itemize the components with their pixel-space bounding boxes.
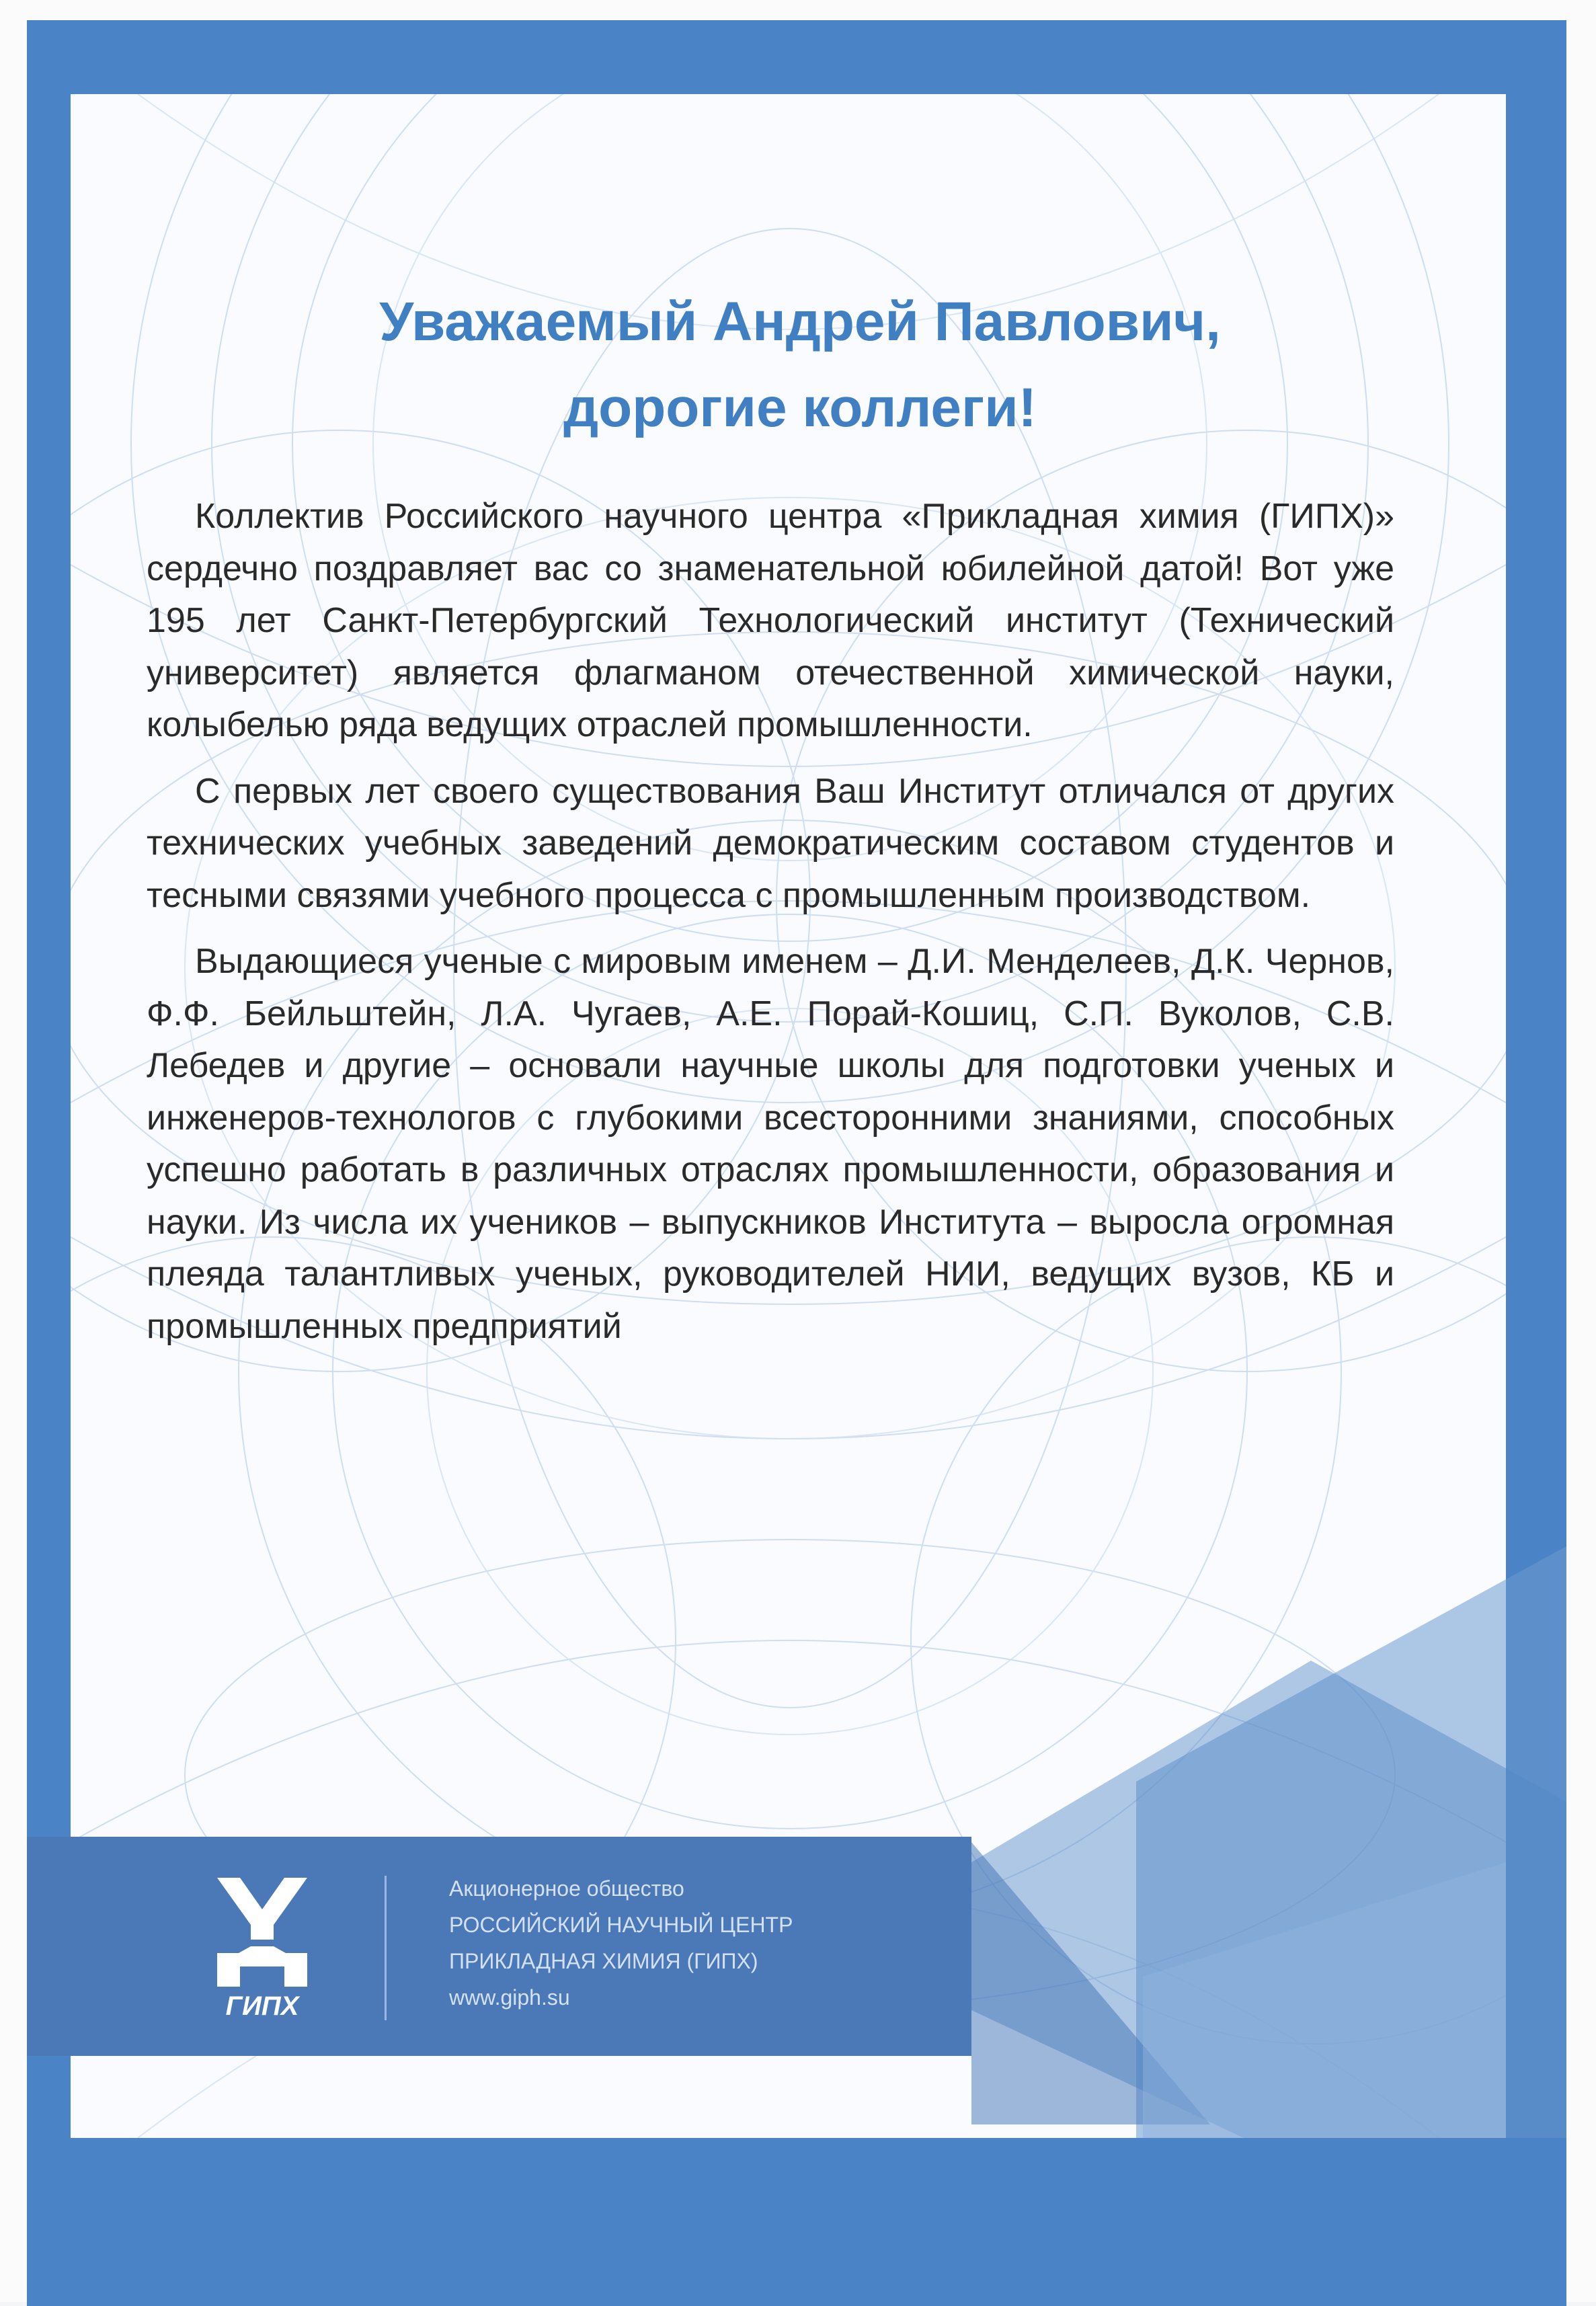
paragraph-3: Выдающиеся ученые с мировым именем – Д.И. Менделеев, Д.К. Чернов, Ф.Ф. Бейльштейн, Л.А. Чугаев, А.Е. Порай-Кошиц, С.П. Вуколов, С.В. Лебедев и другие – основали научные школы для подготовки ученых и инженеров-технологов с глубокими всесторонними знаниями, способных успешно работать в различных отраслях промышленности, образования и науки. Из числа их учеников – выпускников Института – выросла огромная плеяда талантливых ученых, руководителей НИИ, ведущих вузов, КБ и промышленных предприятий xyxy=(147,942,1394,1346)
company-website: www.giph.su xyxy=(449,1985,570,2010)
paragraph-1: Коллектив Российского научного центра «Прикладная химия (ГИПХ)» сердечно поздравляет вас со знаменательной юбилейной датой! Вот уже 195 лет Санкт-Петербургский Технологический институт (Технический университет) является флагманом отечественной химической науки, колыбелью ряда ведущих отраслей промышленности. xyxy=(147,497,1394,744)
paragraph-2: С первых лет своего существования Ваш Институт отличался от других технических учебных заведений демократическим составом студентов и тесными связями учебного процесса с промышленным производством. xyxy=(147,771,1394,915)
greeting-line-2: дорогие коллеги! xyxy=(563,376,1037,438)
letter-greeting xyxy=(202,279,1398,451)
company-name-line2: ПРИКЛАДНАЯ ХИМИЯ (ГИПХ) xyxy=(449,1949,758,1973)
giph-logo-icon xyxy=(212,1872,313,2020)
company-type: Акционерное общество xyxy=(449,1876,684,1901)
greeting-line-1: Уважаемый Андрей Павлович, xyxy=(379,290,1221,352)
footer-divider xyxy=(385,1876,387,2020)
letter-body xyxy=(147,491,1394,1367)
company-name-line1: РОССИЙСКИЙ НАУЧНЫЙ ЦЕНТР xyxy=(449,1913,793,1937)
logo-wordmark: ГИПХ xyxy=(225,1991,299,2020)
footer-company-info xyxy=(449,1870,793,2016)
